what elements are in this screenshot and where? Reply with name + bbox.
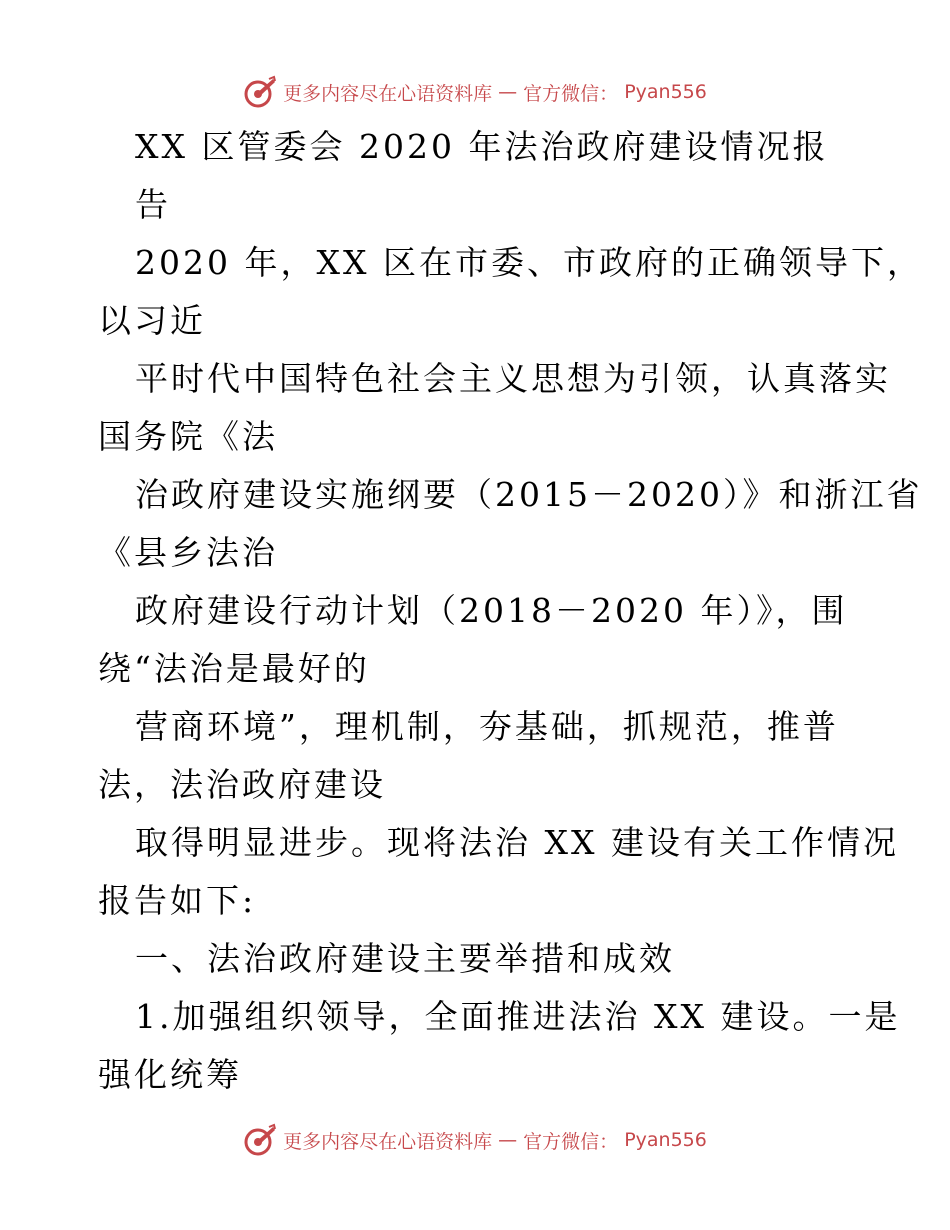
watermark-separator: — bbox=[498, 81, 518, 103]
text-line: 2020 年，XX 区在市委、市政府的正确领导下， bbox=[135, 243, 923, 282]
watermark-text: 更多内容尽在心语资料库 bbox=[283, 1130, 493, 1153]
library-logo-icon bbox=[243, 75, 277, 109]
header-watermark bbox=[0, 72, 950, 112]
text-line: 政府建设行动计划（2018－2020 年）》，围 bbox=[135, 591, 848, 630]
text-line: 1.加强组织领导，全面推进法治 XX 建设。一是 bbox=[135, 997, 901, 1036]
text-line: 绕“法治是最好的 bbox=[98, 649, 370, 688]
text-line: 《县乡法治 bbox=[98, 533, 278, 572]
library-logo-icon bbox=[243, 1123, 277, 1157]
text-line: 法，法治政府建设 bbox=[98, 765, 386, 804]
text-line: 平时代中国特色社会主义思想为引领，认真落实 bbox=[135, 359, 891, 398]
wechat-id: Pyan556 bbox=[624, 1129, 707, 1151]
text-line: 一、法治政府建设主要举措和成效 bbox=[135, 939, 675, 978]
footer-watermark bbox=[0, 1120, 950, 1160]
text-line: 告 bbox=[135, 185, 171, 224]
text-line: 国务院《法 bbox=[98, 417, 278, 456]
text-line: 治政府建设实施纲要（2015－2020）》和浙江省 bbox=[135, 475, 923, 514]
text-line: 强化统筹 bbox=[98, 1055, 242, 1094]
watermark-separator: — bbox=[498, 1129, 518, 1151]
wechat-id: Pyan556 bbox=[624, 81, 707, 103]
watermark-banner bbox=[243, 75, 707, 109]
text-line: 营商环境”，理机制，夯基础，抓规范，推普 bbox=[135, 707, 839, 746]
text-line: XX 区管委会 2020 年法治政府建设情况报 bbox=[135, 127, 829, 166]
wechat-label: 官方微信： bbox=[523, 1130, 619, 1153]
document-body bbox=[98, 118, 923, 1104]
text-line: 以习近 bbox=[98, 301, 206, 340]
watermark-text: 更多内容尽在心语资料库 bbox=[283, 82, 493, 105]
text-line: 取得明显进步。现将法治 XX 建设有关工作情况 bbox=[135, 823, 899, 862]
text-line: 报告如下: bbox=[98, 881, 257, 920]
watermark-banner bbox=[243, 1123, 707, 1157]
wechat-label: 官方微信： bbox=[523, 82, 619, 105]
